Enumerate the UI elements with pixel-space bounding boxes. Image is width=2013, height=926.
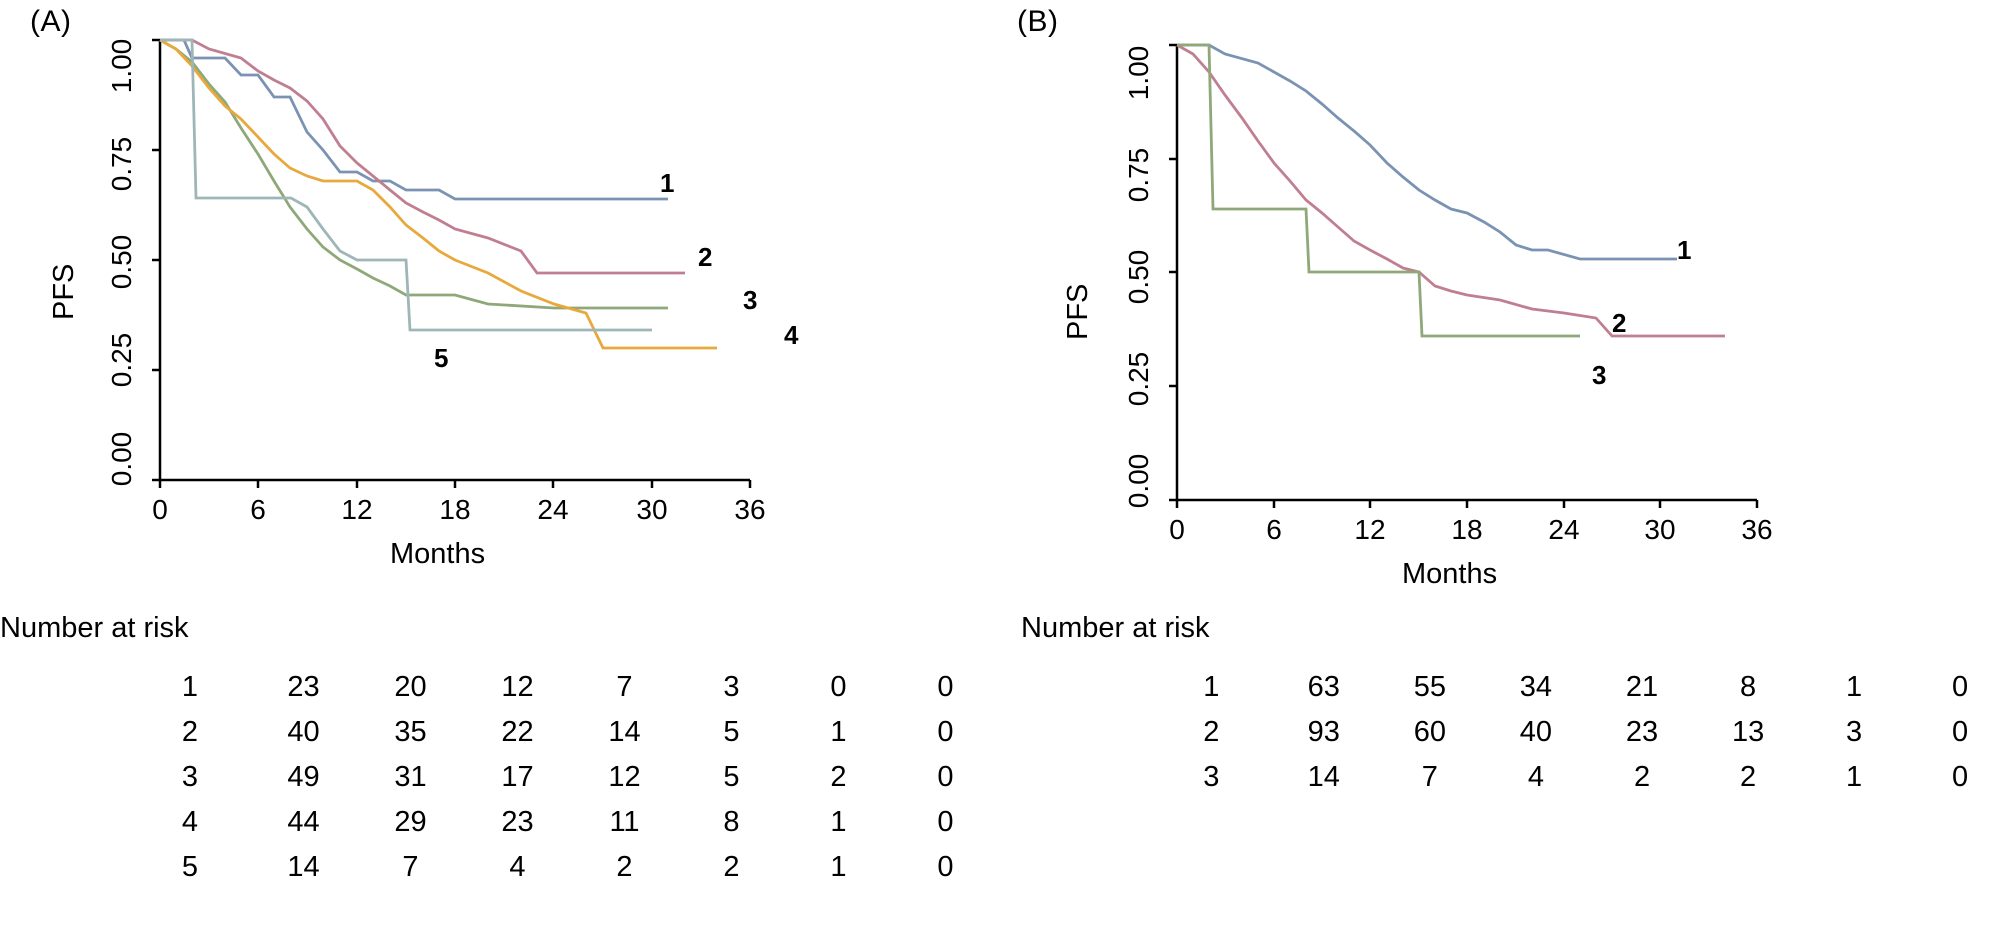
panel-b-risk-r2-c2: 7 <box>1421 761 1438 793</box>
panel-a-risk-r1-group: 2 <box>181 716 199 748</box>
panel-b-risk-r0-c5: 8 <box>1740 671 1757 703</box>
panel-b-risk-r1-c3: 40 <box>1519 716 1553 748</box>
panel-b-xtick-5: 30 <box>1644 514 1676 545</box>
panel-a-curve-3 <box>160 40 668 308</box>
panel-b-xtick-3: 18 <box>1451 514 1483 545</box>
panel-a-curve-label-4: 4 <box>784 320 799 350</box>
panel-b-curve-3 <box>1177 45 1580 336</box>
panel-b-risk-r2-c5: 2 <box>1740 761 1757 793</box>
panel-b-curve-label-2: 2 <box>1612 308 1627 338</box>
panel-a-risk-r4-c4: 2 <box>616 851 633 883</box>
table-row <box>130 665 999 710</box>
panel-b-risk-r2-c7: 0 <box>1951 761 1969 793</box>
panel-a-risk-r4-group: 5 <box>181 851 199 883</box>
panel-b-risk-r0-c1: 63 <box>1307 671 1340 703</box>
panel-a-risk-r3-group: 4 <box>181 806 199 838</box>
panel-b-risk-r1-c7: 0 <box>1951 716 1969 748</box>
panel-b-ytick-0: 0.00 <box>1123 453 1154 509</box>
panel-a-risk-r0-c3: 12 <box>501 671 534 703</box>
panel-a-risk-r1-c4: 14 <box>608 716 641 748</box>
panel-a-xtick-1: 6 <box>250 494 266 525</box>
panel-a-risk-r2-c2: 31 <box>394 761 427 793</box>
panel-b-risk-r2-c4: 2 <box>1633 761 1651 793</box>
panel-b-xtick-1: 6 <box>1266 514 1282 545</box>
panel-b-y-axis-label: PFS <box>1062 283 1094 340</box>
table-row <box>1152 665 2013 710</box>
panel-a-xtick-5: 30 <box>636 494 668 525</box>
panel-b-risk-r1-c6: 3 <box>1846 716 1863 748</box>
panel-b-ytick-4: 1.00 <box>1123 45 1154 101</box>
panel-a-risk-r2-c4: 12 <box>608 761 641 793</box>
panel-a-risk-r3-c7: 0 <box>937 806 954 838</box>
panel-b-risk-r1-c4: 23 <box>1625 716 1659 748</box>
panel-a-risk-r0-c7: 0 <box>937 671 954 703</box>
panel-b-svg <box>1057 20 1947 560</box>
panel-b-risk-r1-c5: 13 <box>1731 716 1765 748</box>
panel-b-risk-r0-c4: 21 <box>1625 671 1659 703</box>
panel-a-risk-r2-c5: 5 <box>723 761 740 793</box>
panel-a-risk-r4-c5: 2 <box>723 851 740 883</box>
panel-a-xtick-0: 0 <box>152 494 168 525</box>
panel-b-ytick-2: 0.50 <box>1123 249 1154 305</box>
panel-b-risk-title: Number at risk <box>1021 612 1210 644</box>
panel-b-curve-2 <box>1177 45 1725 336</box>
panel-a-risk-r0-c5: 3 <box>723 671 740 703</box>
panel-a-curve-label-2: 2 <box>698 242 713 272</box>
panel-a-x-axis-label: Months <box>390 538 486 570</box>
panel-a-risk-r3-c3: 23 <box>501 806 534 838</box>
panel-b-risk-r2-c6: 1 <box>1846 761 1863 793</box>
panel-a-curve-label-5: 5 <box>434 343 449 373</box>
panel-a-risk-r0-c4: 7 <box>616 671 633 703</box>
panel-a-risk-r4-c6: 1 <box>830 851 847 883</box>
panel-a-risk-r4-c7: 0 <box>937 851 954 883</box>
panel-a-risk-r1-c1: 40 <box>287 716 320 748</box>
panel-a-curve-label-1: 1 <box>660 168 675 198</box>
panel-a-ytick-0: 0.00 <box>106 431 137 487</box>
panel-a-risk-r2-c3: 17 <box>501 761 534 793</box>
panel-a-ytick-3: 0.75 <box>106 136 137 192</box>
panel-a-risk-r4-c1: 14 <box>287 851 320 883</box>
panel-b-xtick-0: 0 <box>1169 514 1185 545</box>
panel-a-risk-r3-c1: 44 <box>287 806 320 838</box>
panel-a-risk-r0-group: 1 <box>181 671 199 703</box>
panel-b-risk-r1-c2: 60 <box>1413 716 1446 748</box>
panel-b-risk-r0-c2: 55 <box>1413 671 1446 703</box>
panel-a-risk-r3-c5: 8 <box>723 806 740 838</box>
table-row <box>1152 710 2013 755</box>
panel-b-curve-label-1: 1 <box>1677 235 1692 265</box>
panel-a-curve-4 <box>160 40 717 348</box>
panel-b-ytick-1: 0.25 <box>1123 351 1154 407</box>
panel-b-xtick-4: 24 <box>1548 514 1580 545</box>
panel-b-risk-table <box>1152 665 2013 800</box>
panel-a-label: (A) <box>30 5 72 38</box>
panel-b-curve-1 <box>1177 45 1677 259</box>
panel-b-risk-r2-group: 3 <box>1203 761 1220 793</box>
panel-a-risk-r1-c6: 1 <box>830 716 847 748</box>
panel-a-xtick-4: 24 <box>537 494 569 525</box>
panel-a-risk-r4-c2: 7 <box>402 851 419 883</box>
panel-a-ytick-2: 0.50 <box>106 234 137 290</box>
panel-a-curve-5 <box>160 40 652 330</box>
panel-a-risk-r0-c6: 0 <box>830 671 847 703</box>
panel-b-risk-r2-c3: 4 <box>1527 761 1544 793</box>
panel-a-xtick-2: 12 <box>341 494 373 525</box>
panel-a-risk-r1-c2: 35 <box>394 716 427 748</box>
panel-a-risk-r2-c7: 0 <box>937 761 954 793</box>
panel-a-risk-title: Number at risk <box>0 612 189 644</box>
panel-a-ytick-4: 1.00 <box>106 38 137 94</box>
panel-a-risk-r3-c6: 1 <box>830 806 847 838</box>
panel-a-risk-r1-c5: 5 <box>723 716 740 748</box>
table-row <box>1152 755 2013 800</box>
panel-b-risk-r0-c3: 34 <box>1519 671 1553 703</box>
panel-a-risk-r0-c2: 20 <box>394 671 427 703</box>
table-row <box>130 755 999 800</box>
panel-b-x-axis-label: Months <box>1402 558 1498 590</box>
panel-a-risk-r1-c7: 0 <box>937 716 954 748</box>
panel-a-risk-r3-c2: 29 <box>394 806 427 838</box>
panel-b <box>1007 0 2013 926</box>
panel-b-risk-r0-c6: 1 <box>1846 671 1863 703</box>
panel-b-label: (B) <box>1017 5 1059 38</box>
panel-b-risk-r1-c1: 93 <box>1307 716 1340 748</box>
panel-b-curve-label-3: 3 <box>1592 360 1607 390</box>
panel-b-xtick-6: 36 <box>1741 514 1773 545</box>
panel-a-risk-r2-group: 3 <box>181 761 199 793</box>
table-row <box>130 710 999 755</box>
panel-a-risk-r2-c6: 2 <box>830 761 847 793</box>
panel-b-risk-r2-c1: 14 <box>1307 761 1340 793</box>
panel-a-risk-table <box>130 665 999 890</box>
panel-b-plot <box>1057 20 1947 590</box>
panel-a-risk-r1-c3: 22 <box>501 716 534 748</box>
panel-a-ytick-1: 0.25 <box>106 332 137 388</box>
table-row <box>130 845 999 890</box>
panel-a-risk-r3-c4: 11 <box>609 806 640 838</box>
panel-a-svg <box>60 20 950 540</box>
panel-b-ytick-3: 0.75 <box>1123 147 1154 203</box>
panel-b-risk-r0-c7: 0 <box>1951 671 1969 703</box>
panel-a-xtick-6: 36 <box>734 494 766 525</box>
panel-b-risk-r0-group: 1 <box>1203 671 1220 703</box>
panel-a-curve-label-3: 3 <box>743 285 758 315</box>
panel-a-xtick-3: 18 <box>439 494 471 525</box>
panel-a-risk-r0-c1: 23 <box>287 671 320 703</box>
panel-b-xtick-2: 12 <box>1354 514 1386 545</box>
panel-a <box>0 0 1006 926</box>
panel-a-risk-r2-c1: 49 <box>287 761 320 793</box>
panel-b-risk-r1-group: 2 <box>1203 716 1220 748</box>
table-row <box>130 800 999 845</box>
panel-a-risk-r4-c3: 4 <box>509 851 526 883</box>
panel-a-plot <box>48 20 950 570</box>
panel-a-y-axis-label: PFS <box>48 263 80 320</box>
